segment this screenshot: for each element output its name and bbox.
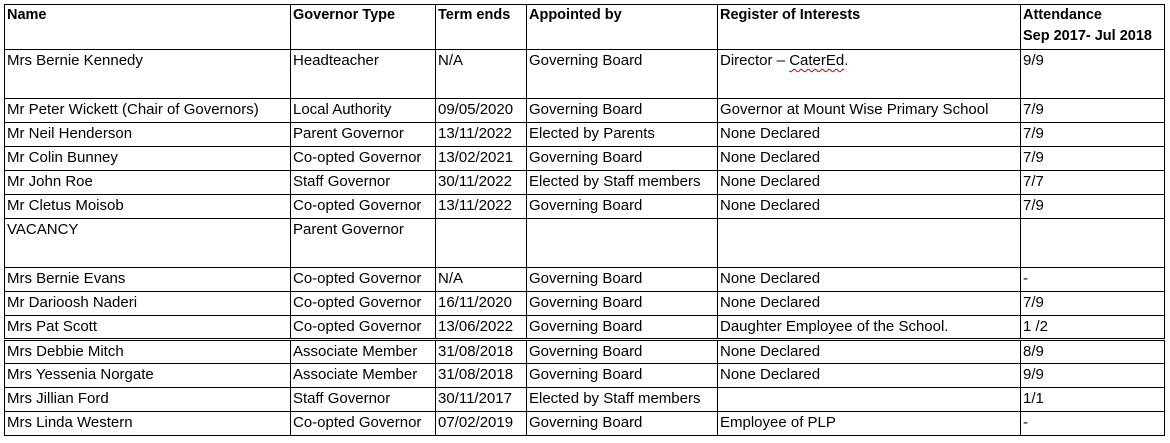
cell-appointed-by: Elected by Staff members — [527, 388, 718, 412]
cell-attendance: 1 /2 — [1021, 316, 1165, 340]
register-text-misspelled: CaterEd — [789, 52, 845, 69]
cell-attendance: 7/9 — [1021, 292, 1165, 316]
table-row — [5, 292, 1165, 316]
cell-name: Mrs Bernie Kennedy — [5, 50, 291, 99]
cell-register-of-interests: None Declared — [718, 340, 1021, 364]
cell-appointed-by: Governing Board — [527, 147, 718, 171]
table-row — [5, 316, 1165, 340]
cell-term-ends: 13/02/2021 — [436, 147, 527, 171]
cell-register-of-interests: None Declared — [718, 268, 1021, 292]
header-attendance-title: Attendance — [1023, 7, 1102, 23]
cell-name: Mr Cletus Moisob — [5, 195, 291, 219]
cell-attendance: 9/9 — [1021, 50, 1165, 99]
cell-name: Mrs Jillian Ford — [5, 388, 291, 412]
cell-governor-type: Headteacher — [291, 50, 436, 99]
table-row — [5, 388, 1165, 412]
cell-appointed-by: Governing Board — [527, 50, 718, 99]
table-row — [5, 50, 1165, 99]
header-appointed-by: Appointed by — [527, 5, 718, 50]
cell-attendance: 7/7 — [1021, 171, 1165, 195]
header-governor-type: Governor Type — [291, 5, 436, 50]
cell-register-of-interests: None Declared — [718, 123, 1021, 147]
cell-governor-type: Co-opted Governor — [291, 292, 436, 316]
header-name: Name — [5, 5, 291, 50]
cell-register-of-interests — [718, 219, 1021, 268]
header-register-of-interests: Register of Interests — [718, 5, 1021, 50]
cell-term-ends: 31/08/2018 — [436, 340, 527, 364]
cell-appointed-by: Elected by Staff members — [527, 171, 718, 195]
table-row — [5, 412, 1165, 436]
cell-name: Mrs Debbie Mitch — [5, 340, 291, 364]
cell-attendance: - — [1021, 412, 1165, 436]
cell-name: Mrs Bernie Evans — [5, 268, 291, 292]
cell-term-ends: 09/05/2020 — [436, 99, 527, 123]
cell-attendance: 8/9 — [1021, 340, 1165, 364]
cell-governor-type: Associate Member — [291, 340, 436, 364]
cell-governor-type: Co-opted Governor — [291, 412, 436, 436]
table-row — [5, 99, 1165, 123]
cell-register-of-interests — [718, 388, 1021, 412]
cell-term-ends: 16/11/2020 — [436, 292, 527, 316]
cell-attendance: - — [1021, 268, 1165, 292]
cell-attendance: 7/9 — [1021, 123, 1165, 147]
cell-governor-type: Co-opted Governor — [291, 316, 436, 340]
cell-governor-type: Parent Governor — [291, 219, 436, 268]
cell-register-of-interests: None Declared — [718, 147, 1021, 171]
header-attendance — [1021, 5, 1165, 50]
cell-appointed-by: Governing Board — [527, 195, 718, 219]
table-row — [5, 268, 1165, 292]
cell-term-ends: 30/11/2017 — [436, 388, 527, 412]
cell-governor-type: Associate Member — [291, 364, 436, 388]
header-term-ends: Term ends — [436, 5, 527, 50]
cell-register-of-interests: Governor at Mount Wise Primary School — [718, 99, 1021, 123]
cell-appointed-by: Governing Board — [527, 316, 718, 340]
cell-term-ends: 30/11/2022 — [436, 171, 527, 195]
cell-name: Mr Darioosh Naderi — [5, 292, 291, 316]
table-row — [5, 219, 1165, 268]
cell-appointed-by: Governing Board — [527, 412, 718, 436]
cell-governor-type: Parent Governor — [291, 123, 436, 147]
cell-register-of-interests — [718, 50, 1021, 99]
cell-attendance: 7/9 — [1021, 147, 1165, 171]
header-row — [5, 5, 1165, 50]
cell-term-ends: 13/11/2022 — [436, 195, 527, 219]
cell-name: Mrs Yessenia Norgate — [5, 364, 291, 388]
cell-governor-type: Local Authority — [291, 99, 436, 123]
cell-appointed-by: Governing Board — [527, 292, 718, 316]
cell-appointed-by: Governing Board — [527, 99, 718, 123]
cell-term-ends: 13/06/2022 — [436, 316, 527, 340]
cell-name: Mrs Pat Scott — [5, 316, 291, 340]
cell-governor-type: Co-opted Governor — [291, 268, 436, 292]
cell-governor-type: Staff Governor — [291, 388, 436, 412]
cell-name: VACANCY — [5, 219, 291, 268]
cell-name: Mr John Roe — [5, 171, 291, 195]
table-row — [5, 195, 1165, 219]
cell-attendance: 7/9 — [1021, 195, 1165, 219]
cell-register-of-interests: None Declared — [718, 171, 1021, 195]
table-row — [5, 123, 1165, 147]
cell-register-of-interests: None Declared — [718, 195, 1021, 219]
cell-appointed-by — [527, 219, 718, 268]
cell-term-ends: 13/11/2022 — [436, 123, 527, 147]
table-row — [5, 171, 1165, 195]
table-row — [5, 364, 1165, 388]
cell-register-of-interests: Daughter Employee of the School. — [718, 316, 1021, 340]
cell-governor-type: Co-opted Governor — [291, 147, 436, 171]
cell-register-of-interests: Employee of PLP — [718, 412, 1021, 436]
cell-attendance: 9/9 — [1021, 364, 1165, 388]
cell-term-ends: N/A — [436, 50, 527, 99]
register-text-suffix: . — [844, 52, 849, 69]
cell-name: Mr Neil Henderson — [5, 123, 291, 147]
cell-register-of-interests: None Declared — [718, 364, 1021, 388]
cell-appointed-by: Governing Board — [527, 340, 718, 364]
cell-governor-type: Co-opted Governor — [291, 195, 436, 219]
cell-appointed-by: Governing Board — [527, 268, 718, 292]
cell-appointed-by: Governing Board — [527, 364, 718, 388]
cell-appointed-by: Elected by Parents — [527, 123, 718, 147]
cell-attendance: 1/1 — [1021, 388, 1165, 412]
table-row — [5, 147, 1165, 171]
cell-name: Mrs Linda Western — [5, 412, 291, 436]
cell-name: Mr Peter Wickett (Chair of Governors) — [5, 99, 291, 123]
cell-term-ends: N/A — [436, 268, 527, 292]
cell-term-ends: 07/02/2019 — [436, 412, 527, 436]
cell-register-of-interests: None Declared — [718, 292, 1021, 316]
cell-governor-type: Staff Governor — [291, 171, 436, 195]
governors-table — [4, 4, 1165, 436]
header-attendance-period: Sep 2017- Jul 2018 — [1023, 28, 1152, 44]
cell-attendance — [1021, 219, 1165, 268]
table-row — [5, 340, 1165, 364]
register-text-prefix: Director – — [720, 52, 790, 69]
cell-term-ends: 31/08/2018 — [436, 364, 527, 388]
cell-term-ends — [436, 219, 527, 268]
cell-name: Mr Colin Bunney — [5, 147, 291, 171]
cell-attendance: 7/9 — [1021, 99, 1165, 123]
